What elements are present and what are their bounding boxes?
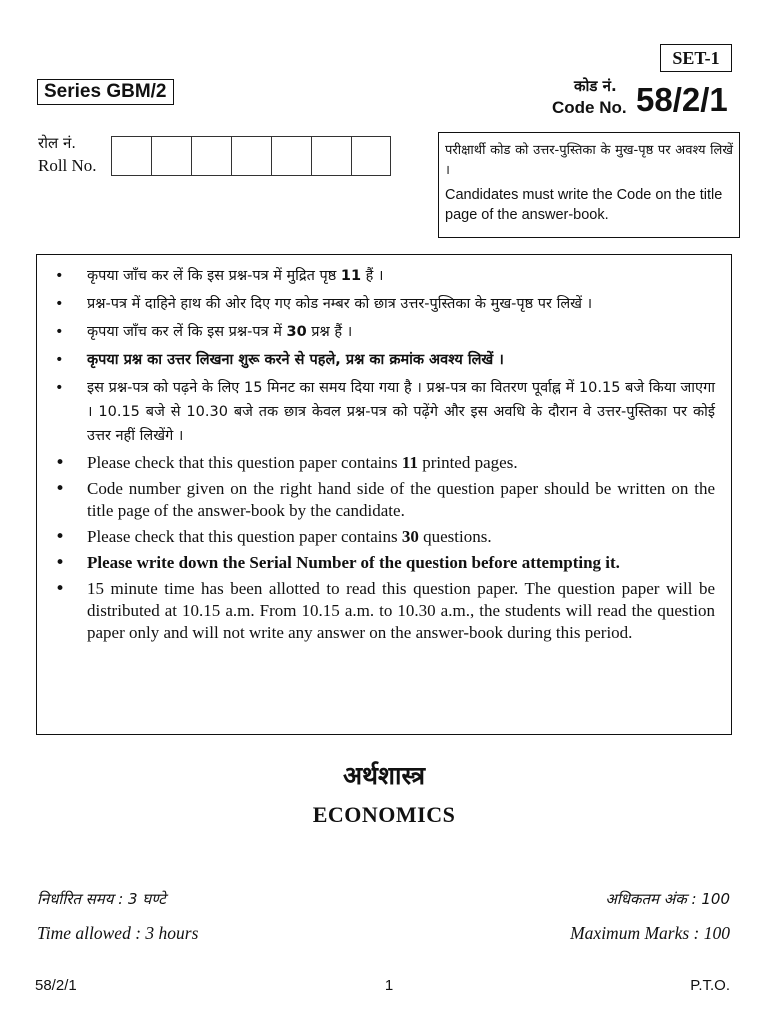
- instruction-text-post: questions.: [418, 527, 492, 546]
- roll-number-box: [112, 137, 152, 175]
- instruction-text-pre: प्रश्न-पत्र में दाहिने हाथ की ओर दिए गए कोड नम्बर को छात्र उत्तर-पुस्तिका के मुख-पृष्ठ पर लिखें ।: [87, 296, 593, 312]
- set-label: SET-1: [660, 44, 732, 72]
- instruction-item-hi: [53, 292, 715, 316]
- series-label: Series GBM/2: [37, 79, 174, 105]
- instruction-item-hi: [53, 376, 715, 448]
- instruction-text-post: printed pages.: [417, 453, 518, 472]
- subject-title-english: ECONOMICS: [312, 802, 456, 827]
- instruction-text-bold: 30: [286, 324, 307, 340]
- page-number: 1: [384, 977, 394, 994]
- instruction-text-pre: Please check that this question paper contains: [87, 453, 402, 472]
- instruction-item-en: [53, 526, 715, 548]
- code-label-hindi: कोड नं.: [574, 77, 617, 95]
- roll-number-box: [272, 137, 312, 175]
- instruction-text-post: हैं ।: [361, 268, 384, 284]
- code-instruction-box: [438, 132, 740, 238]
- instruction-item-hi: [53, 348, 715, 372]
- code-number: 58/2/1: [636, 81, 728, 118]
- instruction-item-en: [53, 578, 715, 644]
- instruction-text-bold: 11: [340, 268, 362, 284]
- instruction-text-bold: 11: [401, 453, 418, 472]
- footer-pto: P.T.O.: [690, 977, 730, 994]
- subject-title-hindi: अर्थशास्त्र: [342, 761, 426, 790]
- instruction-text-bold: Please write down the Serial Number of the question before attempting it.: [87, 553, 620, 572]
- instruction-text-bold: कृपया प्रश्न का उत्तर लिखना शुरू करने से पहले, प्रश्न का क्रमांक अवश्य लिखें ।: [87, 352, 504, 368]
- code-label-english: Code No.: [552, 98, 627, 117]
- footer-code: 58/2/1: [35, 977, 77, 994]
- roll-number-grid: [111, 136, 391, 176]
- instruction-text-pre: कृपया जाँच कर लें कि इस प्रश्न-पत्र में: [87, 324, 287, 340]
- instruction-item-en: [53, 552, 715, 574]
- maximum-marks-hindi: अधिकतम अंक : 100: [605, 890, 730, 908]
- time-allowed-english: Time allowed : 3 hours: [37, 923, 199, 943]
- instructions-box: [36, 254, 732, 735]
- instruction-text-pre: Please check that this question paper contains: [87, 527, 402, 546]
- roll-number-box: [232, 137, 272, 175]
- code-instruction-english: Candidates must write the Code on the title page of the answer-book.: [445, 187, 723, 223]
- roll-number-box: [312, 137, 352, 175]
- instruction-item-en: [53, 452, 715, 474]
- instruction-text-post: प्रश्न हैं ।: [306, 324, 353, 340]
- instruction-text-pre: इस प्रश्न-पत्र को पढ़ने के लिए 15 मिनट का समय दिया गया है । प्रश्न-पत्र का वितरण पूर्वाह्न में 10.15 बजे किया जाएगा । 10.15 बजे से 10.30 बजे तक छात्र केवल प्रश्न-पत्र को पढ़ेंगे और इस अवधि के दौरान वे उत्तर-पुस्तिका पर कोई उत्तर नहीं लिखेंगे ।: [87, 380, 715, 444]
- time-allowed-hindi: निर्धारित समय : 3 घण्टे: [37, 890, 166, 908]
- maximum-marks-english: Maximum Marks : 100: [570, 923, 730, 943]
- instruction-text-pre: कृपया जाँच कर लें कि इस प्रश्न-पत्र में मुद्रित पृष्ठ: [87, 268, 341, 284]
- code-instruction-hindi: परीक्षार्थी कोड को उत्तर-पुस्तिका के मुख-पृष्ठ पर अवश्य लिखें ।: [445, 143, 733, 178]
- instructions-list: [53, 264, 715, 644]
- instruction-text-bold: 30: [401, 527, 419, 546]
- roll-number-box: [352, 137, 390, 175]
- roll-number-box: [192, 137, 232, 175]
- instruction-item-en: [53, 478, 715, 522]
- instruction-text-pre: 15 minute time has been allotted to read this question paper. The question paper will be distributed at 10.15 a.m. From 10.15 a.m. to 10.30 a.m., the students will read the question paper only and will not write any answer on the answer-book during this period.: [87, 579, 715, 642]
- roll-number-box: [152, 137, 192, 175]
- roll-label-english: Roll No.: [38, 156, 97, 175]
- instruction-item-hi: [53, 320, 715, 344]
- instruction-item-hi: [53, 264, 715, 288]
- roll-label-hindi: रोल नं.: [38, 134, 77, 152]
- instruction-text-pre: Code number given on the right hand side of the question paper should be written on the title page of the answer-book by the candidate.: [87, 479, 715, 520]
